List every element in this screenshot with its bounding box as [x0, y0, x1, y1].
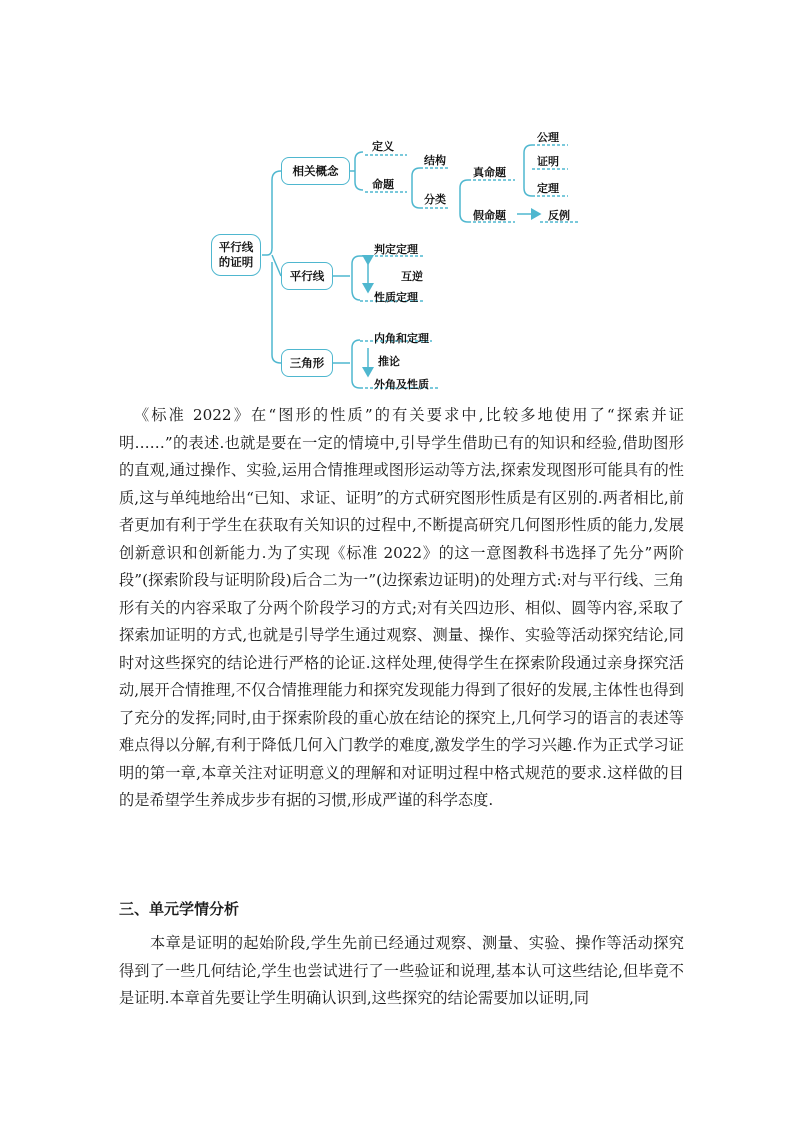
branch-triangle: 三角形 — [281, 349, 333, 377]
leaf-false-prop: 假命题 — [473, 209, 506, 222]
leaf-property-theorem: 性质定理 — [374, 291, 418, 304]
leaf-mutual-inverse: 互逆 — [401, 270, 423, 283]
branch-parallel: 平行线 — [281, 262, 333, 290]
concept-mind-map — [0, 0, 794, 400]
leaf-axiom: 公理 — [537, 131, 559, 144]
leaf-corollary: 推论 — [378, 355, 400, 368]
leaf-theorem: 定理 — [537, 182, 559, 195]
root-line2: 的证明 — [218, 255, 254, 269]
paragraph-student-analysis-text: 本章是证明的起始阶段,学生先前已经通过观察、测量、实验、操作等活动探究得到了一些几何结论,学生也尝试进行了一些验证和说理,基本认可这些结论,但毕竟不是证明.本章首先要让学生明确认识到,这些探究的结论需要加以证明,同 — [119, 934, 684, 1007]
leaf-counterexample: 反例 — [548, 209, 570, 222]
connector-root-parallel — [272, 255, 281, 276]
leaf-true-prop: 真命题 — [473, 166, 506, 179]
paragraph-student-analysis — [119, 930, 684, 1013]
brace-classification — [460, 180, 468, 222]
leaf-interior-angle-sum: 内角和定理 — [374, 332, 429, 345]
connector-root-concepts — [262, 171, 281, 255]
brace-true-prop — [524, 145, 532, 196]
leaf-structure: 结构 — [424, 154, 446, 167]
leaf-classification: 分类 — [424, 193, 446, 206]
leaf-exterior-angle-property: 外角及性质 — [374, 378, 429, 391]
section-heading: 三、单元学情分析 — [119, 900, 240, 918]
brace-proposition — [412, 168, 420, 208]
paragraph-standards — [119, 402, 684, 815]
leaf-judgment-theorem: 判定定理 — [374, 243, 418, 256]
brace-parallel — [352, 256, 360, 300]
paragraph-standards-text: 《标准 2022》在“图形的性质”的有关要求中,比较多地使用了“探索并证明……”的表述.也就是要在一定的情境中,引导学生借助已有的知识和经验,借助图形的直观,通过操作、实验,运用合情推理或图形运动等方法,探索发现图形可能具有的性质,这与单纯地给出“已知、求证、证明”的方式研究图形性质是有区别的.两者相比,前者更加有利于学生在获取有关知识的过程中,不断提高研究几何图形性质的能力,发展创新意识和创新能力.为了实现《标准 2022》的这一意图教科书选择了先分”两阶段”(探索阶段与证明阶段)后合二为一”(边探索边证明)的处理方式:对与平行线、三角形有关的内容采取了分两个阶段学习的方式;对有关四边形、相似、圆等内容,采取了探索加证明的方式,也就是引导学生通过观察、测量、操作、实验等活动探究结论,同时对这些探究的结论进行严格的论证.这样处理,使得学生在探索阶段通过亲身探究活动,展开合情推理,不仅合情推理能力和探究发现能力得到了很好的发展,主体性也得到了充分的发挥;同时,由于探索阶段的重心放在结论的探究上,几何学习的语言的表述等难点得以分解,有利于降低几何入门教学的难度,激发学生的学习兴趣.作为正式学习证明的第一章,本章关注对证明意义的理解和对证明过程中格式规范的要求.这样做的目的是希望学生养成步步有据的习惯,形成严谨的科学态度. — [119, 406, 684, 809]
leaf-definition: 定义 — [372, 140, 394, 153]
leaf-proof: 证明 — [537, 155, 559, 168]
root-line1: 平行线 — [218, 240, 254, 254]
branch-concepts: 相关概念 — [281, 157, 350, 185]
brace-triangle — [352, 340, 360, 388]
brace-concepts — [355, 152, 363, 190]
leaf-proposition: 命题 — [372, 178, 394, 191]
root-node — [211, 234, 261, 276]
connector-root-triangle — [272, 262, 281, 363]
